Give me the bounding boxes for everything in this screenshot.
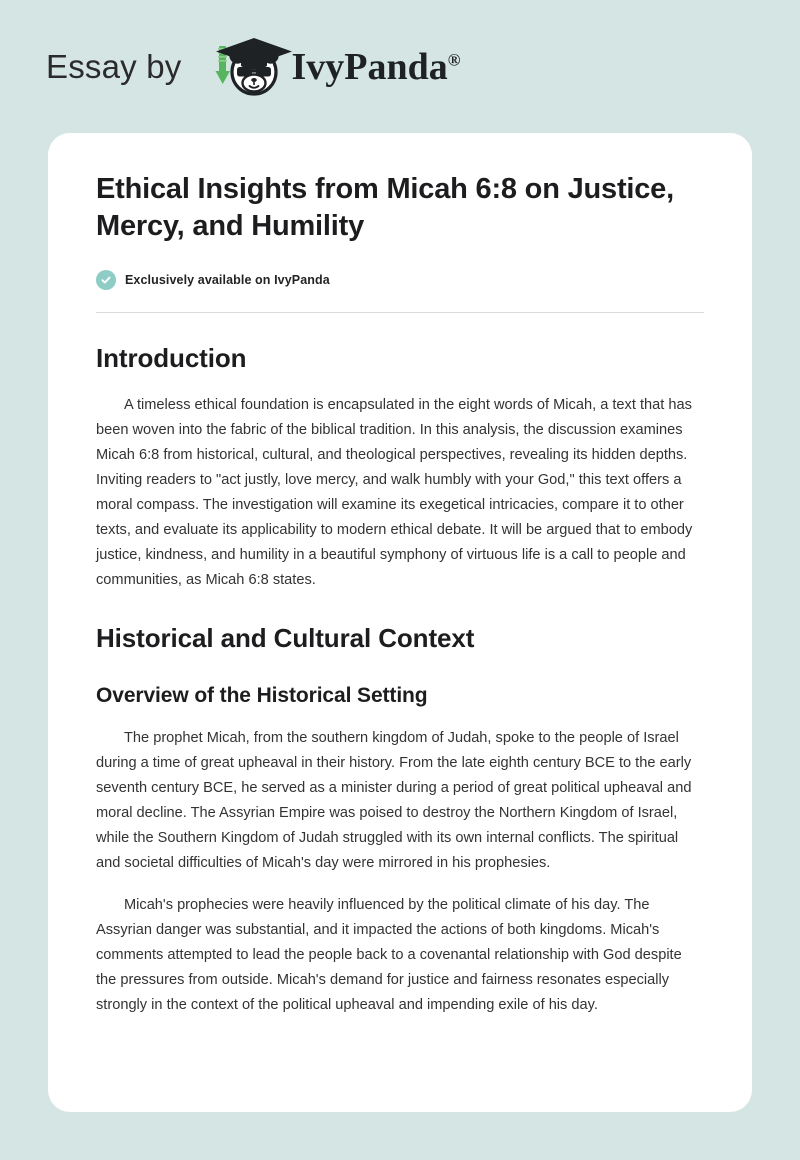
exclusive-availability-badge xyxy=(96,270,704,290)
page-title: Ethical Insights from Micah 6:8 on Justice, Mercy, and Humility xyxy=(96,173,674,243)
exclusive-availability-label: Exclusively available on IvyPanda xyxy=(125,273,330,288)
subsection-heading-overview-historical-setting: Overview of the Historical Setting xyxy=(96,683,428,707)
check-circle-icon xyxy=(96,270,116,290)
paragraph: Micah's prophecies were heavily influenced by the political climate of his day. The Assyrian danger was substantial, and it impacted the actions of both kingdoms. Micah's comments attempted to lead the people back to a covenantal relationship with God despite the pressures from outside. Micah's demand for justice and fairness resonates especially strongly in the context of the political upheaval and impending exile of his day. xyxy=(96,897,682,1014)
brand-name-text: IvyPanda xyxy=(291,45,448,88)
brand-header xyxy=(0,0,800,133)
section-heading-introduction: Introduction xyxy=(96,343,247,374)
essay-paper-card xyxy=(48,133,752,1112)
paragraph: A timeless ethical foundation is encapsulated in the eight words of Micah, a text that has been woven into the fabric of the biblical tradition. In this analysis, the discussion examines Micah 6:8 from historical, cultural, and theological perspectives, revealing its hidden depths. Inviting readers to "act justly, love mercy, and walk humbly with your God," this text offers a moral compass. The investigation will examine its exegetical intricacies, compare it to other texts, and evaluate its applicability to modern ethical debate. It will be argued that to embody justice, kindness, and humility in a beautiful symphony of virtuous life is a call to people and communities, as Micah 6:8 states. xyxy=(96,397,693,589)
header-divider xyxy=(96,312,704,313)
section-heading-historical-cultural-context: Historical and Cultural Context xyxy=(96,623,475,654)
paragraph: The prophet Micah, from the southern kingdom of Judah, spoke to the people of Israel during a time of great upheaval in their history. From the late eighth century BCE to the early seventh century BCE, he served as a minister during a period of great political upheaval and moral decline. The Assyrian Empire was poised to destroy the Northern Kingdom of Israel, while the Southern Kingdom of Judah struggled with its own internal conflicts. The spiritual and societal difficulties of Micah's day were mirrored in his prophesies. xyxy=(96,730,692,872)
brand-wordmark xyxy=(291,45,461,88)
panda-graduate-icon xyxy=(204,36,296,98)
essay-by-label: Essay by xyxy=(46,48,182,85)
ivypanda-logo[interactable] xyxy=(204,36,461,98)
registered-trademark-symbol: ® xyxy=(447,49,461,69)
